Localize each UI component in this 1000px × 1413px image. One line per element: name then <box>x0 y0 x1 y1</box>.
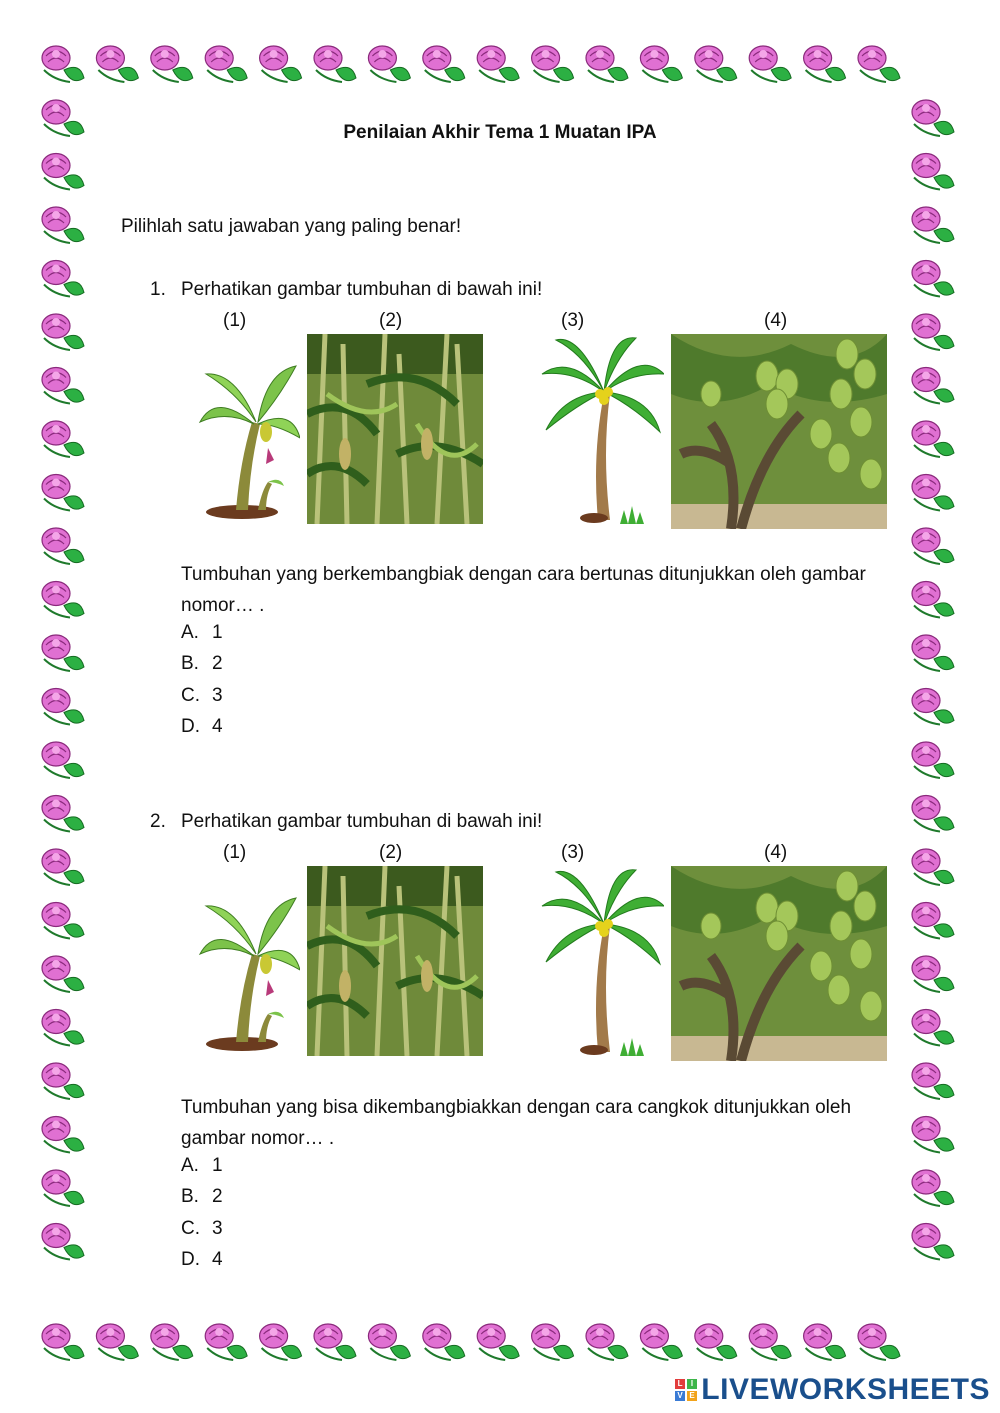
question-prompt: Tumbuhan yang berkembangbiak dengan cara bertunas ditunjukkan oleh gambar nomor… . <box>181 564 866 616</box>
option-value: 1 <box>212 622 223 643</box>
answer-option-d[interactable] <box>181 716 223 738</box>
option-letter: D. <box>181 716 200 737</box>
answer-option-c[interactable] <box>181 1218 223 1240</box>
question-prompt: Tumbuhan yang bisa dikembangbiakkan dengan cara cangkok ditunjukkan oleh gambar nomor… . <box>181 1097 852 1149</box>
coconut-tree-image <box>540 334 664 524</box>
corn-field-image <box>307 866 483 1056</box>
option-value: 2 <box>212 653 223 674</box>
option-value: 4 <box>212 1249 223 1270</box>
option-value: 3 <box>212 685 223 706</box>
option-letter: C. <box>181 685 200 706</box>
option-letter: C. <box>181 1218 200 1239</box>
image-label-1: (1) <box>223 310 247 331</box>
option-letter: D. <box>181 1249 200 1270</box>
option-value: 4 <box>212 716 223 737</box>
option-letter: B. <box>181 1186 199 1207</box>
corn-field-image <box>307 334 483 524</box>
option-value: 3 <box>212 1218 223 1239</box>
image-label-1: (1) <box>223 842 247 863</box>
answer-option-d[interactable] <box>181 1249 223 1271</box>
banana-tree-image <box>196 352 300 520</box>
image-label-2: (2) <box>379 842 403 863</box>
brand-name: LIVEWORKSHEETS <box>701 1373 990 1406</box>
question-heading: Perhatikan gambar tumbuhan di bawah ini! <box>181 811 543 832</box>
mango-tree-image <box>671 866 887 1061</box>
option-value: 2 <box>212 1186 223 1207</box>
page-title: Penilaian Akhir Tema 1 Muatan IPA <box>343 122 657 143</box>
image-label-3: (3) <box>561 310 585 331</box>
instruction: Pilihlah satu jawaban yang paling benar! <box>121 216 462 237</box>
question-number: 1. <box>150 279 166 300</box>
liveworksheets-logo <box>675 1373 990 1407</box>
image-label-2: (2) <box>379 310 403 331</box>
option-letter: A. <box>181 1155 199 1176</box>
image-label-3: (3) <box>561 842 585 863</box>
question-heading: Perhatikan gambar tumbuhan di bawah ini! <box>181 279 543 300</box>
answer-option-c[interactable] <box>181 685 223 707</box>
image-label-4: (4) <box>764 310 788 331</box>
option-letter: A. <box>181 622 199 643</box>
brand-mark-icon: L I V E <box>675 1379 697 1401</box>
answer-option-b[interactable] <box>181 1186 223 1208</box>
coconut-tree-image <box>540 866 664 1056</box>
question-number: 2. <box>150 811 166 832</box>
option-letter: B. <box>181 653 199 674</box>
banana-tree-image <box>196 884 300 1052</box>
answer-option-b[interactable] <box>181 653 223 675</box>
image-label-4: (4) <box>764 842 788 863</box>
answer-option-a[interactable] <box>181 622 223 644</box>
option-value: 1 <box>212 1155 223 1176</box>
mango-tree-image <box>671 334 887 529</box>
answer-option-a[interactable] <box>181 1155 223 1177</box>
